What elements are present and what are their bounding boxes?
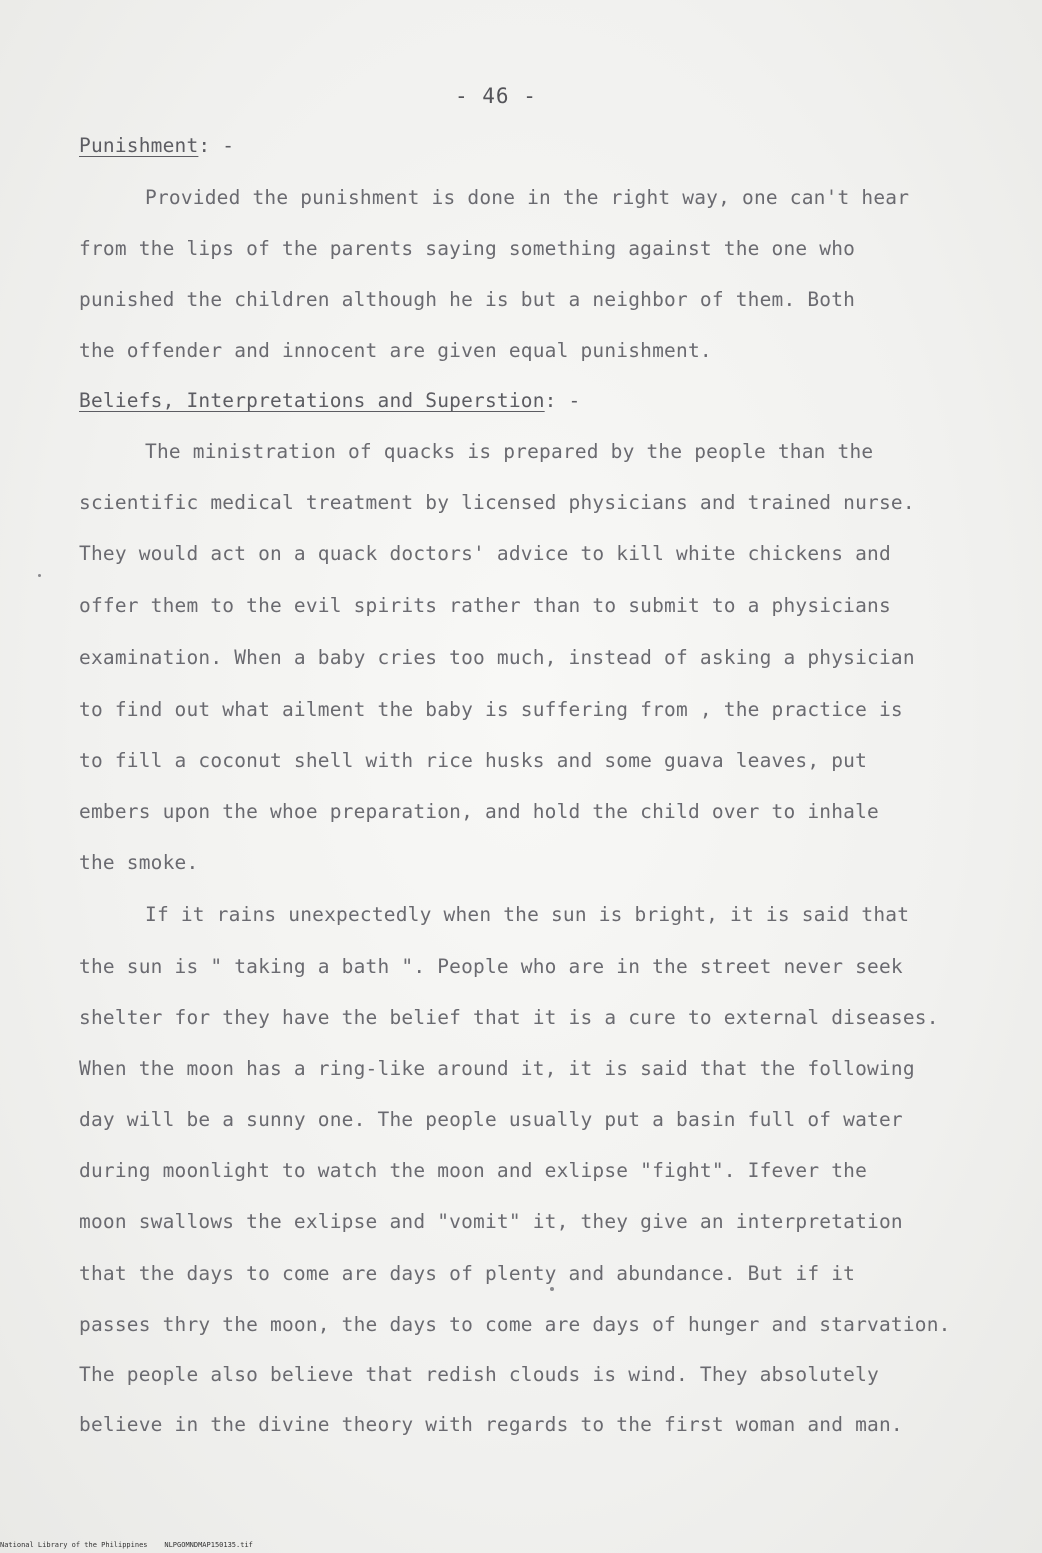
- section-heading-beliefs: [79, 389, 581, 412]
- heading-suffix: : -: [198, 134, 235, 157]
- paragraph-line: the sun is " taking a bath ". People who are in the street never seek: [79, 955, 903, 978]
- paragraph-line: The people also believe that redish clouds is wind. They absolutely: [79, 1363, 879, 1386]
- footer-library: National Library of the Philippines: [0, 1541, 148, 1549]
- paragraph-line: They would act on a quack doctors' advice to kill white chickens and: [79, 542, 891, 565]
- paragraph-line: to fill a coconut shell with rice husks and some guava leaves, put: [79, 749, 868, 772]
- heading-suffix: : -: [544, 389, 581, 412]
- paragraph-line: the smoke.: [79, 851, 199, 874]
- heading-text: Punishment: [79, 134, 199, 157]
- paragraph-line: the offender and innocent are given equal punishment.: [79, 339, 712, 362]
- paragraph-line: shelter for they have the belief that it is a cure to external diseases.: [79, 1006, 939, 1029]
- page-number: - 46 -: [455, 84, 537, 108]
- paragraph-line: that the days to come are days of plenty and abundance. But if it: [79, 1262, 856, 1285]
- speck: [38, 574, 41, 577]
- paragraph-line: The ministration of quacks is prepared by the people than the: [145, 440, 874, 463]
- heading-text: Beliefs, Interpretations and Superstion: [79, 389, 545, 412]
- paragraph-line: to find out what ailment the baby is suffering from , the practice is: [79, 698, 903, 721]
- paragraph-line: When the moon has a ring-like around it, it is said that the following: [79, 1057, 915, 1080]
- scan-footer: [0, 1541, 253, 1549]
- paragraph-line: moon swallows the exlipse and "vomit" it, they give an interpretation: [79, 1210, 903, 1233]
- paragraph-line: believe in the divine theory with regards to the first woman and man.: [79, 1413, 903, 1436]
- speck: [550, 1287, 554, 1291]
- section-heading-punishment: [79, 134, 234, 157]
- paragraph-line: from the lips of the parents saying something against the one who: [79, 237, 856, 260]
- paragraph-line: Provided the punishment is done in the right way, one can't hear: [145, 186, 910, 209]
- paragraph-line: punished the children although he is but a neighbor of them. Both: [79, 288, 856, 311]
- footer-file: NLPGOMNDMAP150135.tif: [164, 1541, 253, 1549]
- paragraph-line: day will be a sunny one. The people usually put a basin full of water: [79, 1108, 903, 1131]
- paragraph-line: passes thry the moon, the days to come are days of hunger and starvation.: [79, 1313, 951, 1336]
- paragraph-line: during moonlight to watch the moon and exlipse "fight". Ifever the: [79, 1159, 868, 1182]
- paragraph-line: examination. When a baby cries too much, instead of asking a physician: [79, 646, 915, 669]
- paragraph-line: scientific medical treatment by licensed physicians and trained nurse.: [79, 491, 915, 514]
- paragraph-line: offer them to the evil spirits rather than to submit to a physicians: [79, 594, 891, 617]
- paragraph-line: If it rains unexpectedly when the sun is bright, it is said that: [145, 903, 910, 926]
- paragraph-line: embers upon the whoe preparation, and hold the child over to inhale: [79, 800, 879, 823]
